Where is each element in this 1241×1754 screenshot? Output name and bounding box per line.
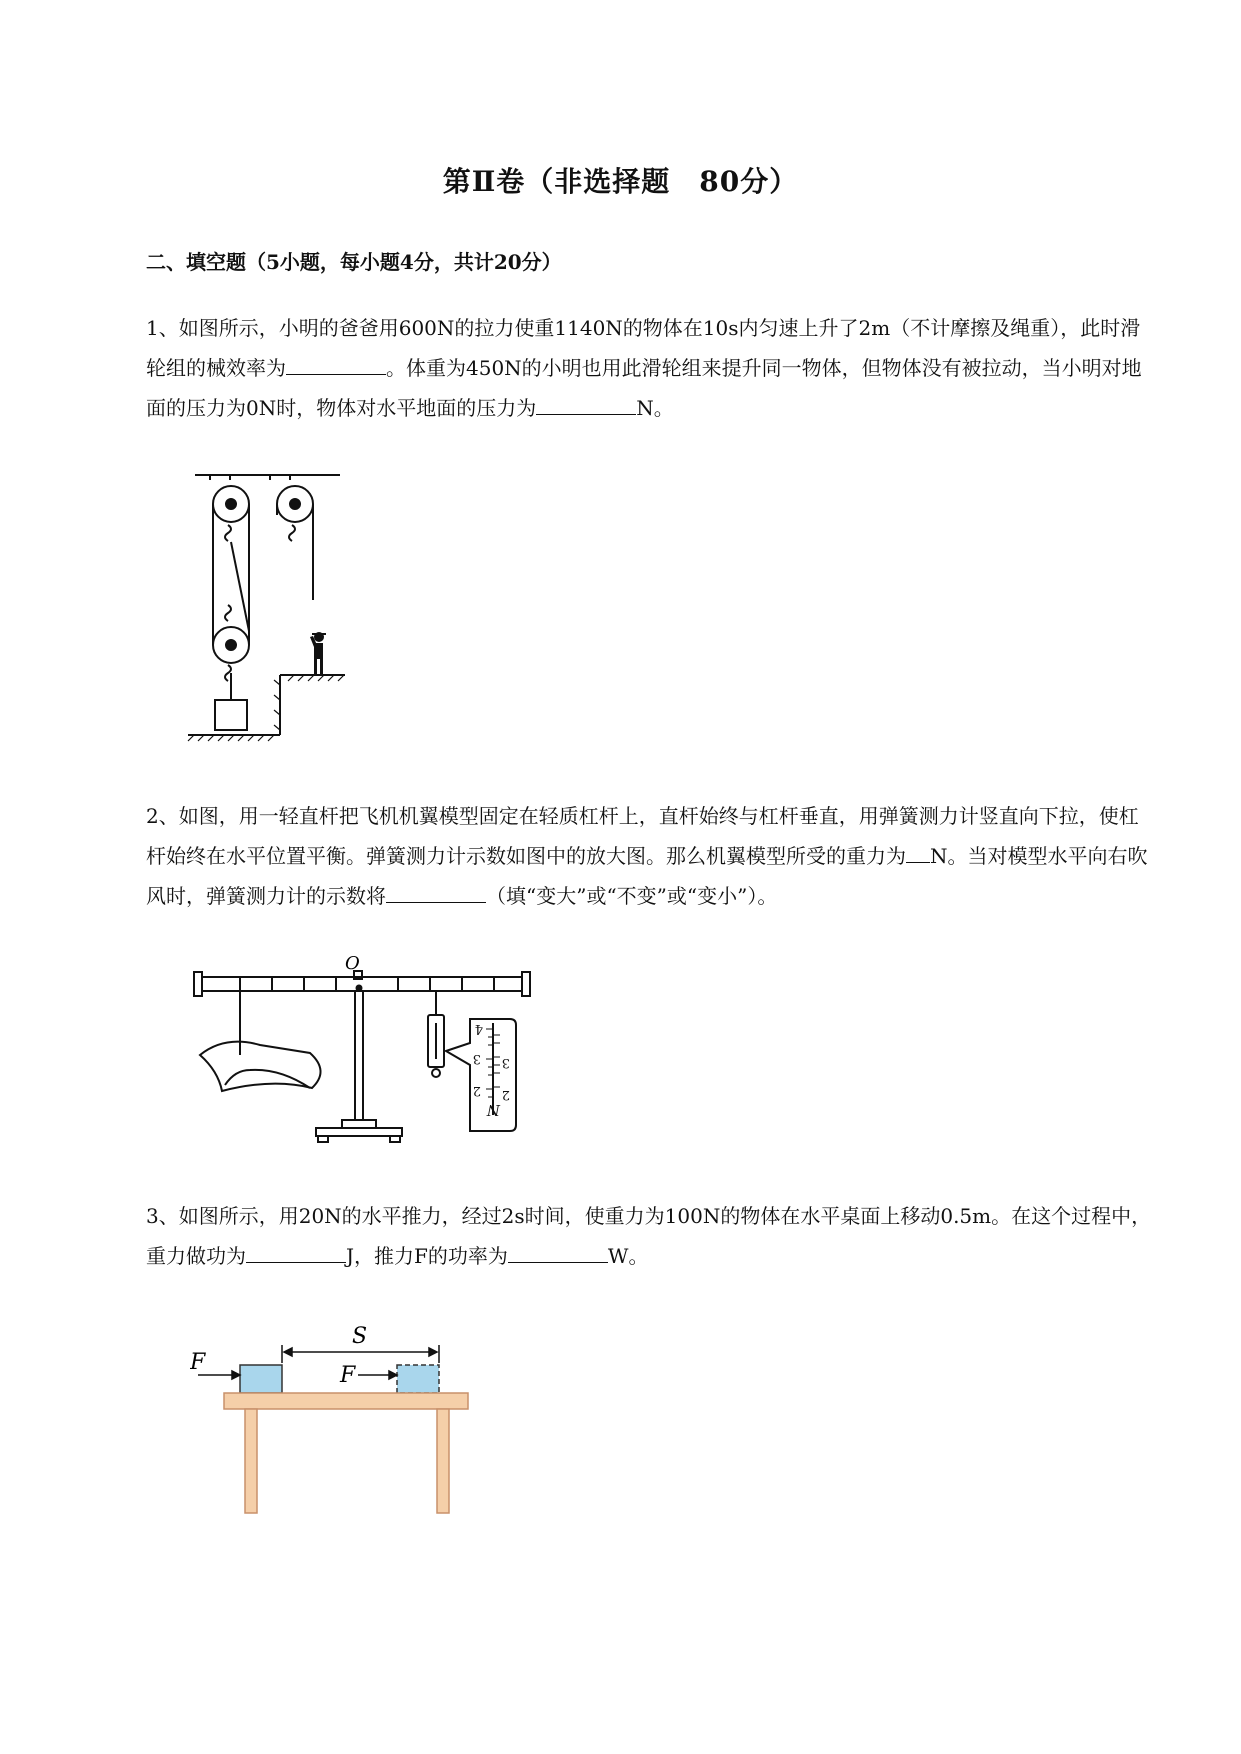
table-leg-left: [245, 1409, 257, 1513]
pivot-label: O: [345, 955, 360, 974]
force-label-mid: F: [340, 1363, 356, 1388]
force-label-left: F: [190, 1350, 206, 1375]
question-3-text-a: 如图所示，用20N的水平推力，经过2s时间，使重力为100N的物体在水平桌面上移动0.5m。在这个过程中，重力做功为: [146, 1204, 1152, 1268]
question-2: [146, 796, 1156, 916]
scale-label-3a: 3: [472, 1051, 481, 1066]
question-3-number: 3、: [146, 1204, 179, 1228]
question-1-text-a: 如图所示，小明的爸爸用600N的拉力使重1140N的物体在10s内匀速上升了2m（不计摩擦及绳重），此时滑轮组的械效率为: [146, 316, 1141, 380]
question-1-text-c: N。: [636, 396, 674, 420]
question-2-text-b: N。当对模型水平向右吹风时，弹簧测力计的示数将: [146, 844, 1148, 908]
question-2-blank-2[interactable]: [386, 878, 486, 903]
person-icon: [310, 632, 326, 674]
table-push-figure: [190, 1325, 490, 1525]
question-2-number: 2、: [146, 804, 179, 828]
question-2-text-c: （填“变大”或“不变”或“变小”）。: [486, 884, 778, 908]
scale-unit-label: N: [486, 1101, 500, 1119]
lever-wing-figure: [190, 955, 550, 1155]
question-1-blank-1[interactable]: [286, 350, 386, 375]
scale-label-3b: 3: [501, 1055, 510, 1070]
page-title: 第Ⅱ卷（非选择题 80分）: [442, 165, 799, 198]
scale-label-2b: 2: [501, 1087, 510, 1102]
section-heading: 二、填空题（5小题，每小题4分，共计20分）: [146, 250, 562, 274]
question-1-number: 1、: [146, 316, 179, 340]
question-3: [146, 1196, 1156, 1276]
weight-block: [215, 700, 247, 730]
question-2-blank-1[interactable]: [906, 838, 930, 863]
question-3-blank-1[interactable]: [246, 1238, 346, 1263]
table-leg-right: [437, 1409, 449, 1513]
scale-label-2a: 2: [472, 1083, 481, 1098]
question-3-text-c: W。: [607, 1244, 649, 1268]
block-end: [397, 1365, 439, 1393]
question-3-text-b: J，推力F的功率为: [346, 1244, 508, 1268]
question-3-blank-2[interactable]: [508, 1238, 608, 1263]
question-1-blank-2[interactable]: [536, 390, 636, 415]
block-start: [240, 1365, 282, 1393]
pivot-point: [356, 985, 363, 992]
table-top: [224, 1393, 468, 1409]
stand-base: [316, 1128, 402, 1136]
scale-label-4a: 4: [474, 1021, 483, 1036]
question-1-text-b: 。体重为450N的小明也用此滑轮组来提升同一物体，但物体没有被拉动，当小明对地面的压力为0N时，物体对水平地面的压力为: [146, 356, 1142, 420]
pulley-system-figure: [180, 465, 360, 765]
question-1: [146, 308, 1156, 428]
distance-label: S: [352, 1325, 368, 1349]
question-2-text-a: 如图，用一轻直杆把飞机机翼模型固定在轻质杠杆上，直杆始终与杠杆垂直，用弹簧测力计竖直向下拉，使杠杆始终在水平位置平衡。弹簧测力计示数如图中的放大图。那么机翼模型所受的重力为: [146, 804, 1139, 868]
